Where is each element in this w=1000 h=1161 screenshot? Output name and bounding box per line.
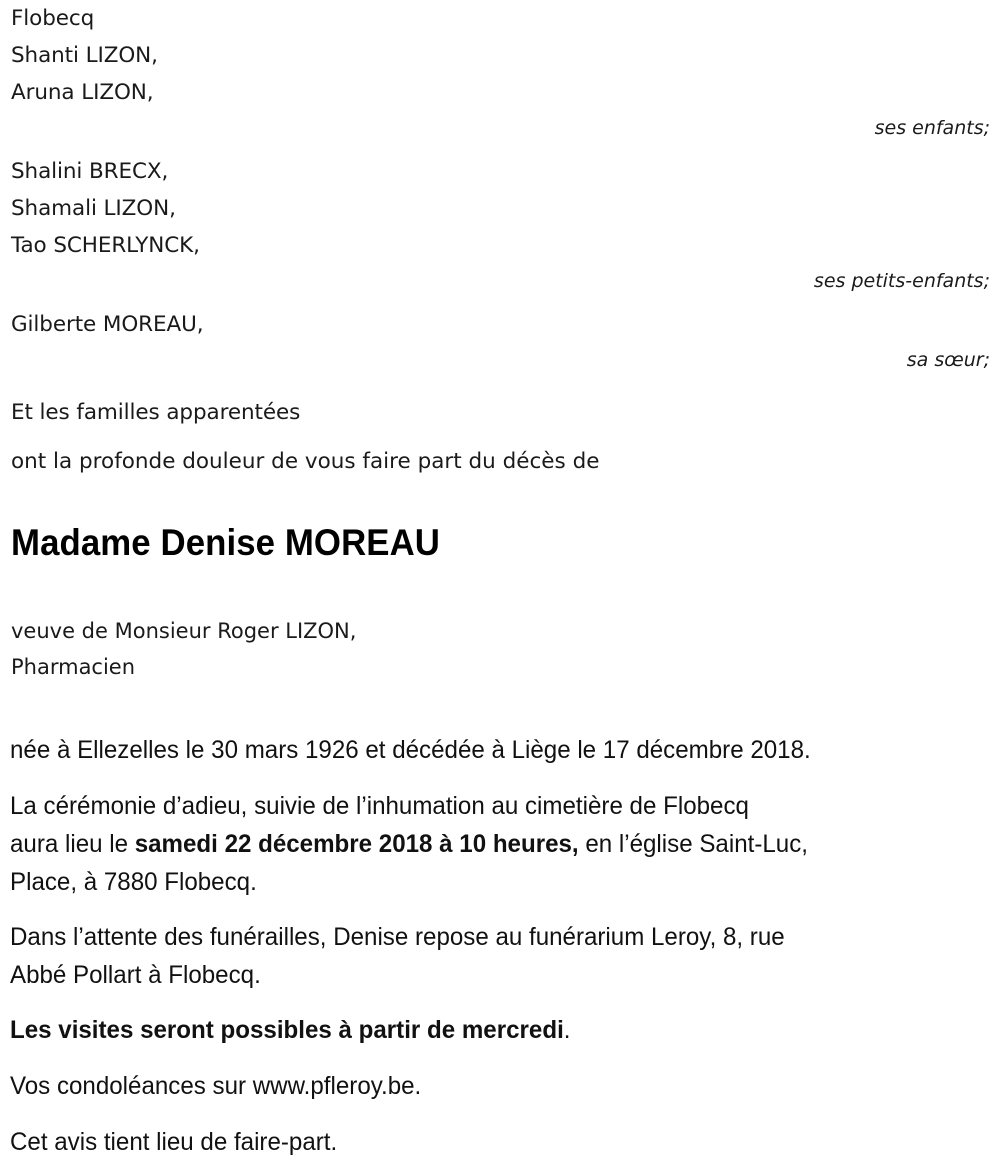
notice-line: Cet avis tient lieu de faire-part. [10,1128,338,1156]
family-block [0,0,1000,431]
relation-label-grandchildren: ses petits-enfants; [813,270,990,292]
visits-paragraph [10,1011,961,1049]
ceremony-line-3: Place, à 7880 Flobecq. [10,868,257,896]
deceased-name-heading: Madame Denise MOREAU [11,522,441,563]
family-member-name: Aruna LIZON, [11,80,154,105]
condolences-line: Vos condoléances sur www.pfleroy.be. [10,1072,422,1100]
spacer [0,377,1000,394]
ceremony-prefix: aura lieu le [10,830,135,858]
profession-line: Pharmacien [11,655,136,679]
family-member-name: Shanti LIZON, [11,43,158,68]
birth-death-paragraph [10,731,961,769]
related-families-line: Et les familles apparentées [11,400,301,425]
family-member-name: Tao SCHERLYNCK, [11,233,200,258]
ceremony-datetime: samedi 22 décembre 2018 à 10 heures, [134,830,579,858]
spouse-profession-block [11,613,356,685]
spacer [0,298,1000,306]
notice-paragraph [10,1123,961,1161]
visits-bold-text: Les visites seront possibles à partir de mercredi [10,1016,564,1044]
announcement-intro: ont la profonde douleur de vous faire part du décès de [11,449,600,474]
family-member-name: Shamali LIZON, [11,196,176,221]
birth-death-line: née à Ellezelles le 30 mars 1926 et décédée à Liège le 17 décembre 2018. [10,736,811,764]
relation-label-children: ses enfants; [874,117,990,139]
repose-line-2: Abbé Pollart à Flobecq. [10,961,261,989]
ceremony-paragraph [10,787,961,901]
spacer [0,145,1000,153]
spouse-line: veuve de Monsieur Roger LIZON, [11,619,357,643]
ceremony-line-1: La cérémonie d’adieu, suivie de l’inhumation au cimetière de Flobecq [10,792,749,820]
relation-label-sister: sa sœur; [906,349,990,371]
visits-period: . [563,1016,571,1044]
family-member-name: Gilberte MOREAU, [11,312,204,337]
repose-paragraph [10,918,961,994]
locality-line: Flobecq [11,6,95,31]
ceremony-suffix: en l’église Saint-Luc, [578,830,808,858]
family-member-name: Shalini BRECX, [11,159,169,184]
condolences-paragraph [10,1067,961,1105]
details-block [10,731,961,1161]
repose-line-1: Dans l’attente des funérailles, Denise repose au funérarium Leroy, 8, rue [10,923,785,951]
